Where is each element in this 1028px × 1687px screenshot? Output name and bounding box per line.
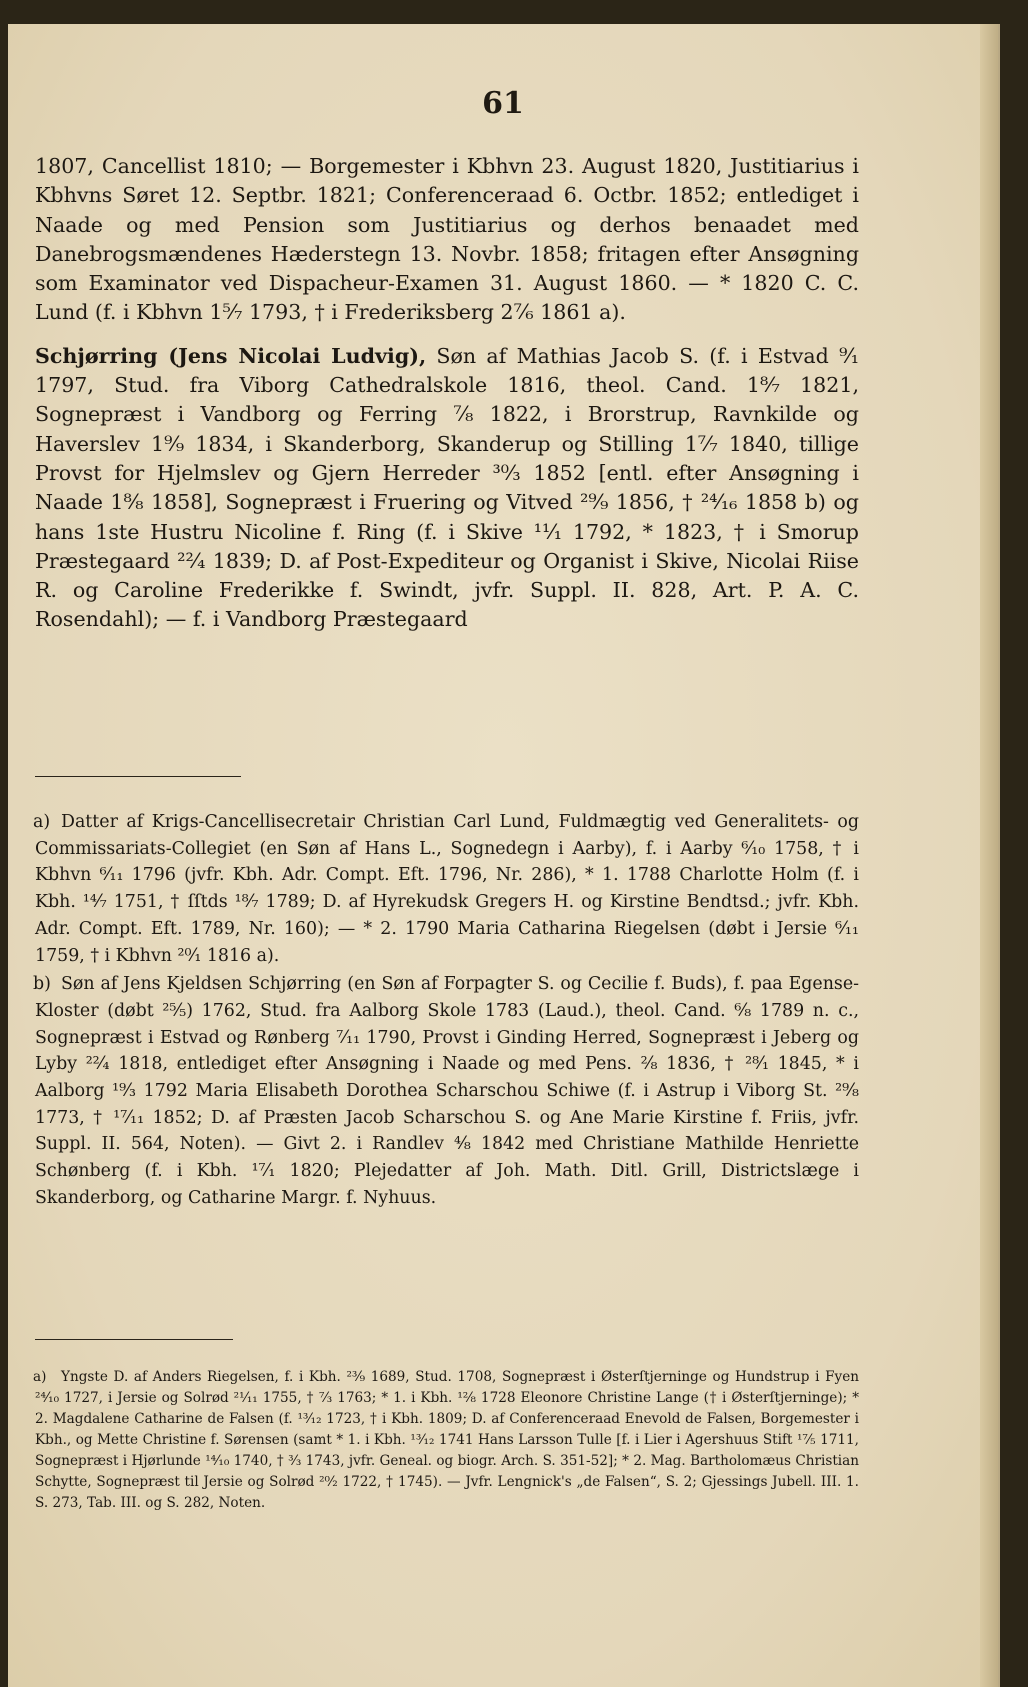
footnote-a xyxy=(35,809,859,969)
footnote-b-label: b) xyxy=(33,974,51,995)
entry-heading: Schjørring (Jens Nicolai Ludvig), xyxy=(35,343,427,368)
footnote-b xyxy=(35,971,859,1211)
entry-body: Søn af Mathias Jacob S. (f. i Estvad ⁹⁄₁ 1797, Stud. fra Viborg Cathedralskole 1816, theol. Cand. 1⁸⁄₇ 1821, Sognepræst i Vandborg og Ferring ⁷⁄₈ 1822, i Brorstrup, Ravnkilde og Haverslev 1⁹⁄₉ 1834, i Skanderborg, Skanderup og Stilling 1⁷⁄₇ 1840, tillige Provst for Hjelmslev og Gjern Herreder ³⁰⁄₃ 1852 [entl. efter Ansøgning i Naade 1⁸⁄₈ 1858], Sognepræst i Fruering og Vitved ²⁹⁄₉ 1856, † ²⁴⁄₁₆ 1858 b) og hans 1ste Hustru Nicoline f. Ring (f. i Skive ¹¹⁄₁ 1792, * 1823, † i Smorup Præstegaard ²²⁄₄ 1839; D. af Post-Expediteur og Organist i Skive, Nicolai Riise R. og Caroline Frederikke f. Swindt, jvfr. Suppl. II. 828, Art. P. A. C. Rosendahl); — f. i Vandborg Præstegaard xyxy=(35,343,860,632)
footnotes xyxy=(35,809,859,1212)
subfootnote-text: Yngste D. af Anders Riegelsen, f. i Kbh. ²³⁄₉ 1689, Stud. 1708, Sognepræst i Østerſtjerninge og Hundstrup i Fyen ²⁴⁄₁₀ 1727, i Jersie og Solrød ²¹⁄₁₁ 1755, † ⁷⁄₃ 1763; * 1. i Kbh. ¹²⁄₈ 1728 Eleonore Christine Lange († i Østerſtjerninge); * 2. Magdalene Catharine de Falsen (f. ¹³⁄₁₂ 1723, † i Kbh. 1809; D. af Conferenceraad Enevold de Falsen, Borgemester i Kbh., og Mette Christine f. Sørensen (samt * 1. i Kbh. ¹³⁄₁₂ 1741 Hans Larsson Tulle [f. i Lier i Agershuus Stift ¹⁷⁄₅ 1711, Sognepræst i Hjørlunde ¹⁴⁄₁₀ 1740, † ³⁄₃ 1743, jvfr. Geneal. og biogr. Arch. S. 351-52]; * 2. Mag. Bartholomæus Christian Schytte, Sognepræst til Jersie og Solrød ²⁰⁄₂ 1722, † 1745). — Jvfr. Lengnick's „de Falsen“, S. 2; Gjessings Jubell. III. 1. S. 273, Tab. III. og S. 282, Noten. xyxy=(35,1369,859,1511)
footnote-a-label: a) xyxy=(33,812,51,832)
book-page xyxy=(8,24,1000,1687)
footnote-b-text: Søn af Jens Kjeldsen Schjørring (en Søn af Forpagter S. og Cecilie f. Buds), f. paa Egense-Kloster (døbt ²⁵⁄₅) 1762, Stud. fra Aalborg Skole 1783 (Laud.), theol. Cand. ⁶⁄₈ 1789 n. c., Sognepræst i Estvad og Rønberg ⁷⁄₁₁ 1790, Provst i Ginding Herred, Sognepræst i Jeberg og Lyby ²²⁄₄ 1818, entlediget efter Ansøgning i Naade og med Pens. ²⁄₈ 1836, † ²⁸⁄₁ 1845, * i Aalborg ¹⁹⁄₃ 1792 Maria Elisabeth Dorothea Scharschou Schiwe (f. i Astrup i Viborg St. ²⁹⁄₈ 1773, † ¹⁷⁄₁₁ 1852; D. af Præsten Jacob Scharschou S. og Ane Marie Kirstine f. Friis, jvfr. Suppl. II. 564, Noten). — Givt 2. i Randlev ⁴⁄₈ 1842 med Christiane Mathilde Henriette Schønberg (f. i Kbh. ¹⁷⁄₁ 1820; Plejedatter af Joh. Math. Ditl. Grill, Districtslæge i Skanderborg, og Catharine Margr. f. Nyhuus. xyxy=(35,974,859,1208)
page-number: 61 xyxy=(482,86,524,121)
main-text xyxy=(35,152,859,635)
footnote-a-text: Datter af Krigs-Cancellisecretair Christian Carl Lund, Fuldmægtig ved Generalitets- og Commissariats-Collegiet (en Søn af Hans L., Sognedegn i Aarby), f. i Aarby ⁶⁄₁₀ 1758, † i Kbhvn ⁶⁄₁₁ 1796 (jvfr. Kbh. Adr. Compt. Eft. 1796, Nr. 286), * 1. 1788 Charlotte Holm (f. i Kbh. ¹⁴⁄₇ 1751, † ſſtds ¹⁸⁄₇ 1789; D. af Hyrekudsk Gregers H. og Kirstine Bendtsd.; jvfr. Kbh. Adr. Compt. Eft. 1789, Nr. 160); — * 2. 1790 Maria Catharina Riegelsen (døbt i Jersie ⁶⁄₁₁ 1759, † i Kbhvn ²⁰⁄₁ 1816 a). xyxy=(35,812,859,966)
subfootnote-label: a) xyxy=(33,1369,47,1385)
footnote-divider xyxy=(35,776,241,777)
page-edge xyxy=(980,24,998,1687)
paragraph-entry xyxy=(35,342,859,635)
paragraph-continuation: 1807, Cancellist 1810; — Borgemester i Kbhvn 23. August 1820, Justitiarius i Kbhvns Søret 12. Septbr. 1821; Conferenceraad 6. Octbr. 1852; entlediget i Naade og med Pension som Justitiarius og derhos benaadet med Danebrogsmændenes Hæderstegn 13. Novbr. 1858; fritagen efter Ansøgning som Examinator ved Dispacheur-Examen 31. August 1860. — * 1820 C. C. Lund (f. i Kbhvn 1⁵⁄₇ 1793, † i Frederiksberg 2⁷⁄₆ 1861 a). xyxy=(35,154,859,325)
subfootnote xyxy=(35,1367,859,1514)
subfootnote-divider xyxy=(35,1339,233,1340)
